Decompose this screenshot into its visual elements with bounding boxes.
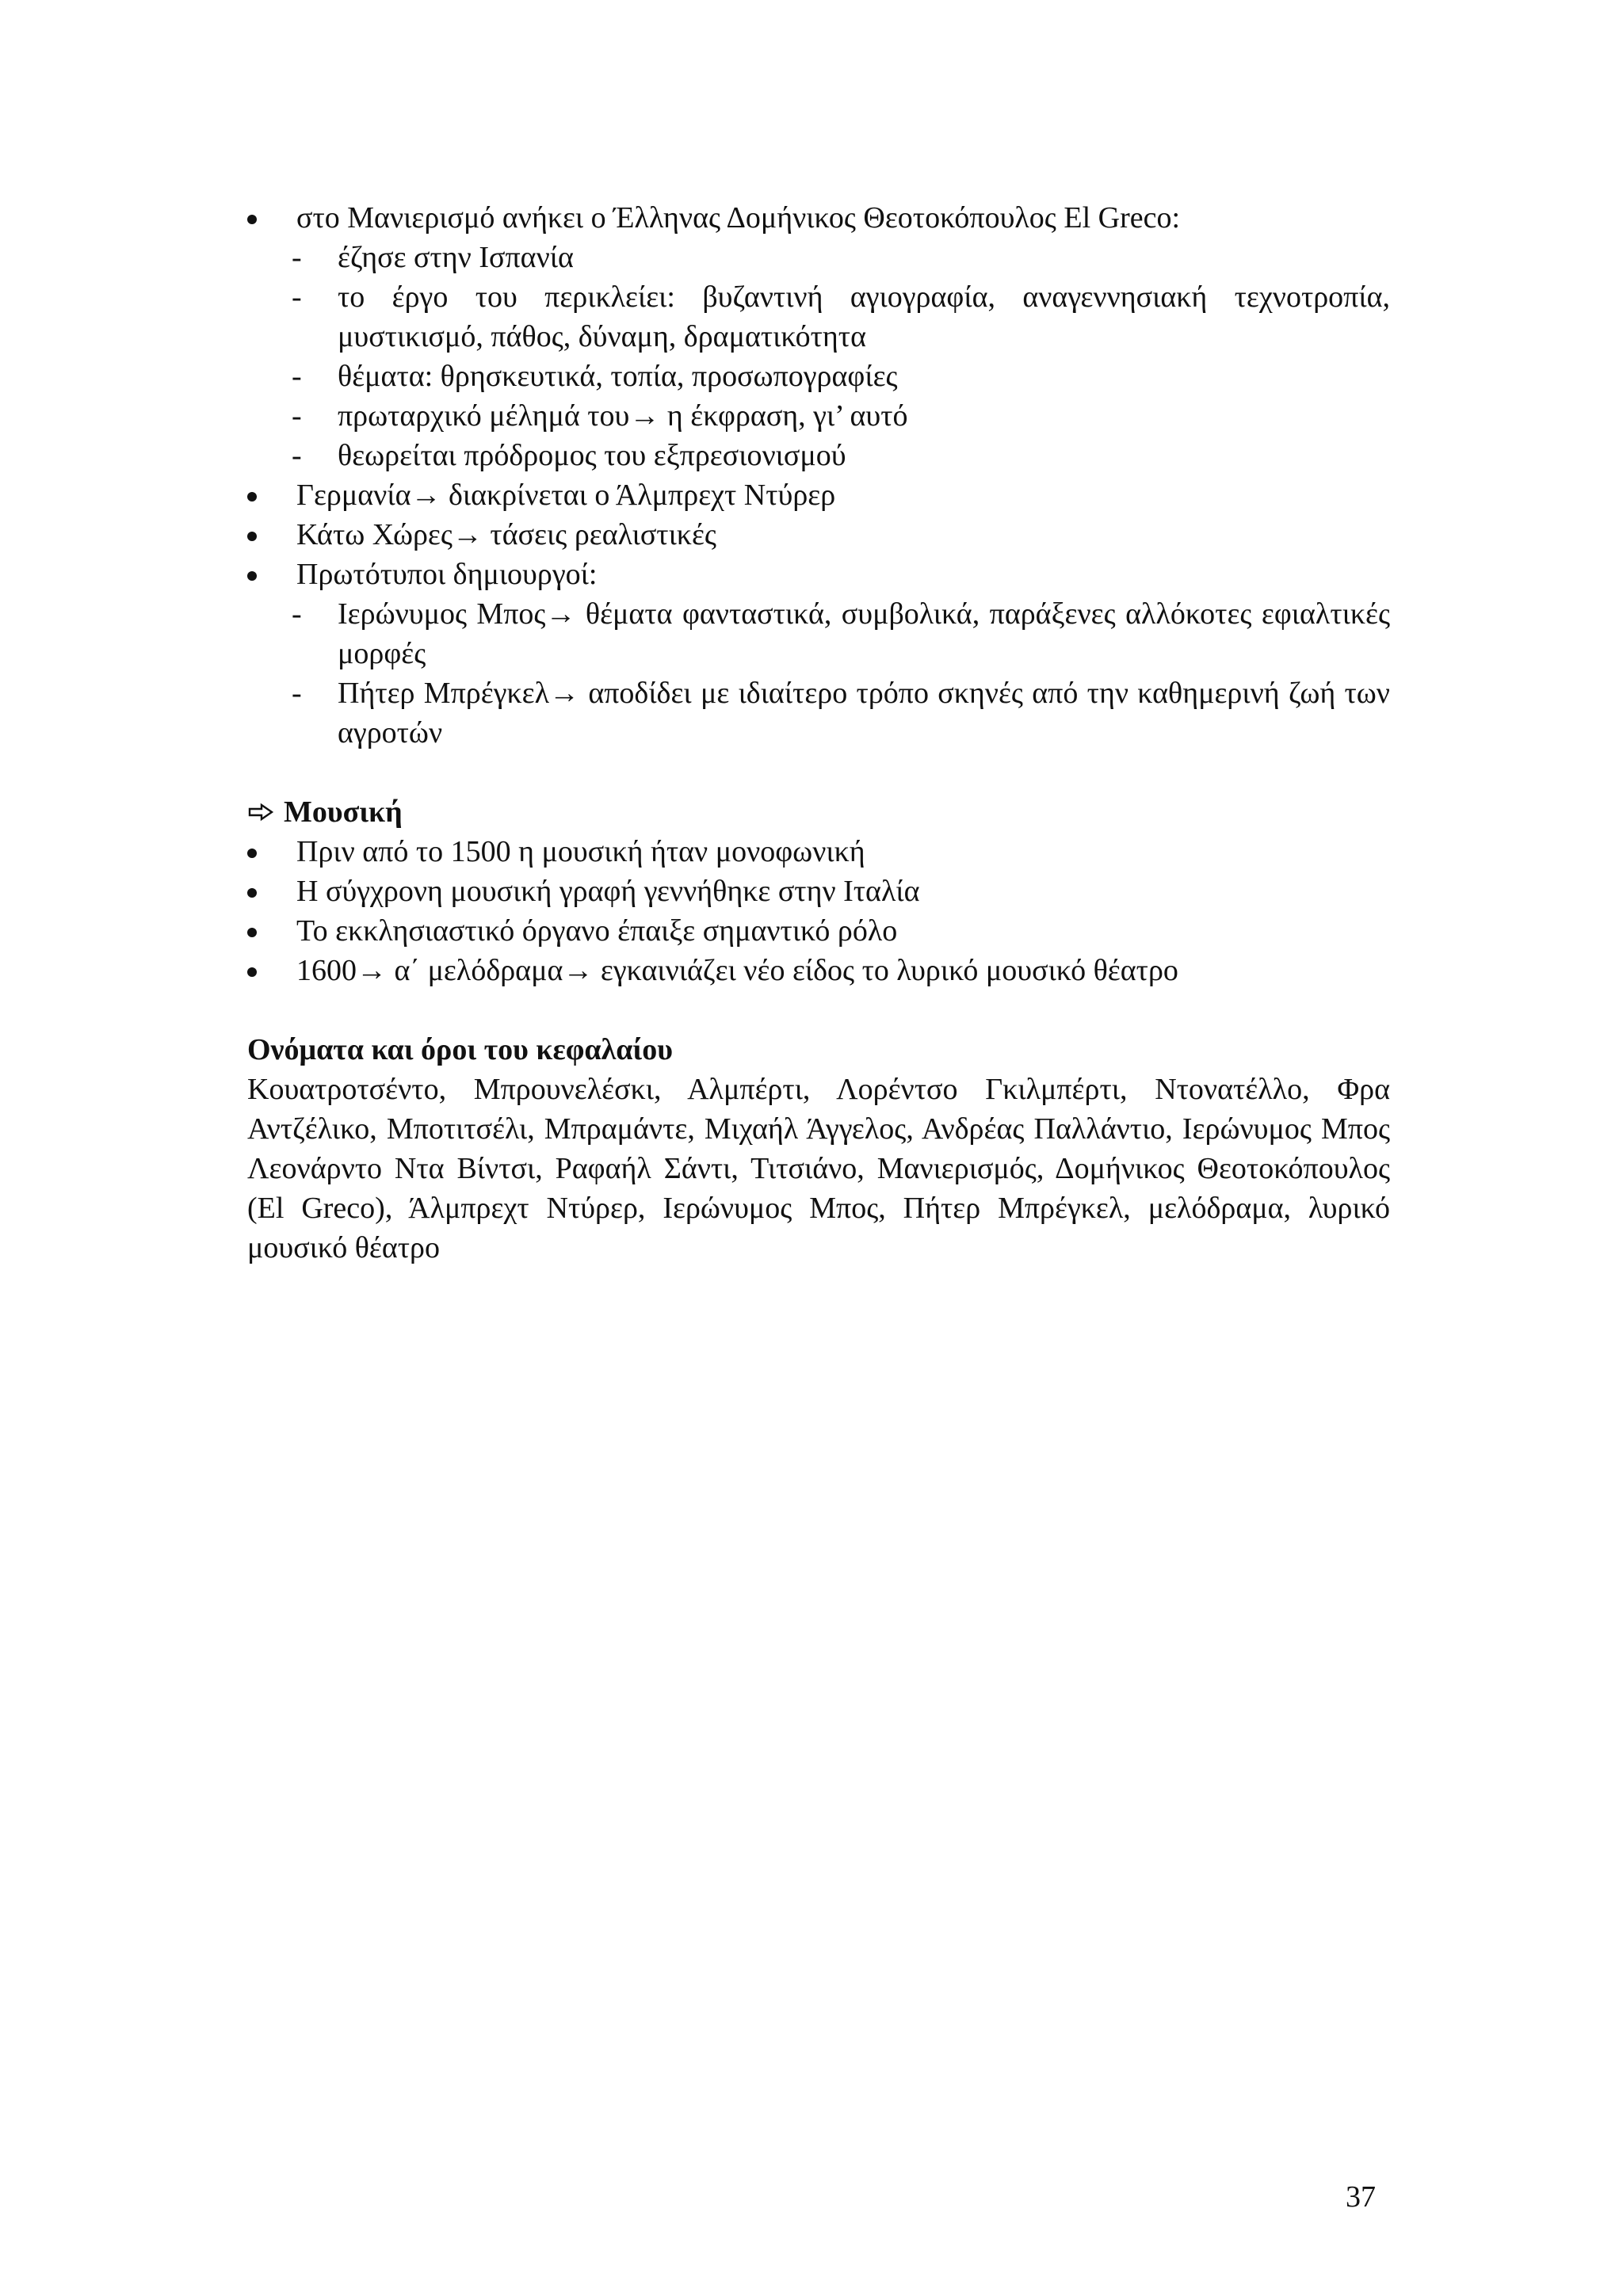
list-item-text: Η σύγχρονη μουσική γραφή γεννήθηκε στην Ιταλία (296, 875, 920, 908)
bullet-icon (247, 492, 257, 502)
bullet-icon (247, 571, 257, 581)
bullet-icon (247, 888, 257, 898)
bullet-icon (247, 967, 257, 977)
bullet-icon (247, 928, 257, 937)
dash-marker: - (292, 677, 302, 710)
main-bullet-list (247, 198, 1390, 753)
sub-list-item-text: πρωταρχικό μέλημά του→ η έκφραση, γι’ αυτό (338, 399, 908, 433)
sub-list-item (292, 396, 1390, 436)
dash-marker: - (292, 597, 302, 631)
music-bullet-list (247, 832, 1390, 990)
creators-sub-list (292, 594, 1390, 753)
sub-list-item (292, 277, 1390, 357)
list-item (247, 911, 1390, 951)
list-item-germany (247, 475, 1390, 515)
sub-list-item-text: το έργο του περικλείει: βυζαντινή αγιογραφία, αναγεννησιακή τεχνοτροπία, μυστικισμό, πάθος, δύναμη, δραματικότητα (338, 280, 1390, 353)
dash-marker: - (292, 280, 302, 314)
sub-list-item-text: Πήτερ Μπρέγκελ→ αποδίδει με ιδιαίτερο τρόπο σκηνές από την καθημερινή ζωή των αγροτών (338, 677, 1390, 749)
sub-list-item (292, 436, 1390, 475)
list-item (247, 951, 1390, 990)
list-item-text: Κάτω Χώρες→ τάσεις ρεαλιστικές (296, 518, 716, 551)
list-item-text: Πρωτότυποι δημιουργοί: (296, 558, 598, 591)
spacer (247, 753, 1390, 792)
list-item-text: Το εκκλησιαστικό όργανο έπαιξε σημαντικό ρόλο (296, 914, 898, 948)
sub-list-item (292, 357, 1390, 396)
terms-heading: Ονόματα και όροι του κεφαλαίου (247, 1033, 673, 1066)
sub-list-item (292, 238, 1390, 277)
dash-marker: - (292, 439, 302, 472)
dash-marker: - (292, 399, 302, 433)
list-item-mannerism (247, 198, 1390, 475)
list-item-creators (247, 555, 1390, 753)
sub-list-item (292, 673, 1390, 753)
list-item (247, 871, 1390, 911)
list-item-text: Γερμανία→ διακρίνεται ο Άλμπρεχτ Ντύρερ (296, 479, 836, 512)
dash-marker: - (292, 241, 302, 274)
sub-list-item (292, 594, 1390, 673)
spacer (247, 990, 1390, 1030)
list-item-lowlands (247, 515, 1390, 555)
sub-list-item-text: έζησε στην Ισπανία (338, 241, 574, 274)
page-number: 37 (1346, 2180, 1376, 2214)
list-item-text: 1600→ α΄ μελόδραμα→ εγκαινιάζει νέο είδος το λυρικό μουσικό θέατρο (296, 954, 1178, 987)
music-heading-text: Μουσική (284, 795, 403, 829)
list-item-text: στο Μανιερισμό ανήκει ο Έλληνας Δομήνικος Θεοτοκόπουλος El Greco: (296, 201, 1181, 235)
dash-marker: - (292, 360, 302, 393)
sub-list-item-text: θεωρείται πρόδρομος του εξπρεσιονισμού (338, 439, 846, 472)
bullet-icon (247, 215, 257, 224)
sub-list-item-text: θέματα: θρησκευτικά, τοπία, προσωπογραφίες (338, 360, 898, 393)
list-item-text: Πριν από το 1500 η μουσική ήταν μονοφωνική (296, 835, 865, 868)
bullet-icon (247, 532, 257, 541)
bullet-icon (247, 849, 257, 858)
sub-list-item-text: Ιερώνυμος Μπος→ θέματα φανταστικά, συμβολικά, παράξενες αλλόκοτες εφιαλτικές μορφές (338, 597, 1390, 670)
document-page (247, 198, 1390, 1268)
music-heading (247, 792, 1390, 832)
terms-paragraph: Κουατροτσέντο, Μπρουνελέσκι, Αλμπέρτι, Λορέντσο Γκιλμπέρτι, Ντονατέλλο, Φρα Αντζέλικο, Μποτιτσέλι, Μπραμάντε, Μιχαήλ Άγγελος, Ανδρέας Παλλάντιο, Ιερώνυμος Μπος Λεονάρντο Ντα Βίντσι, Ραφαήλ Σάντι, Τιτσιάνο, Μανιερισμός, Δομήνικος Θεοτοκόπουλος (El Greco), Άλμπρεχτ Ντύρερ, Ιερώνυμος Μπος, Πήτερ Μπρέγκελ, μελόδραμα, λυρικό μουσικό θέατρο (247, 1073, 1390, 1264)
mannerism-sub-list (292, 238, 1390, 475)
list-item (247, 832, 1390, 871)
hollow-right-arrow-icon (247, 803, 274, 822)
